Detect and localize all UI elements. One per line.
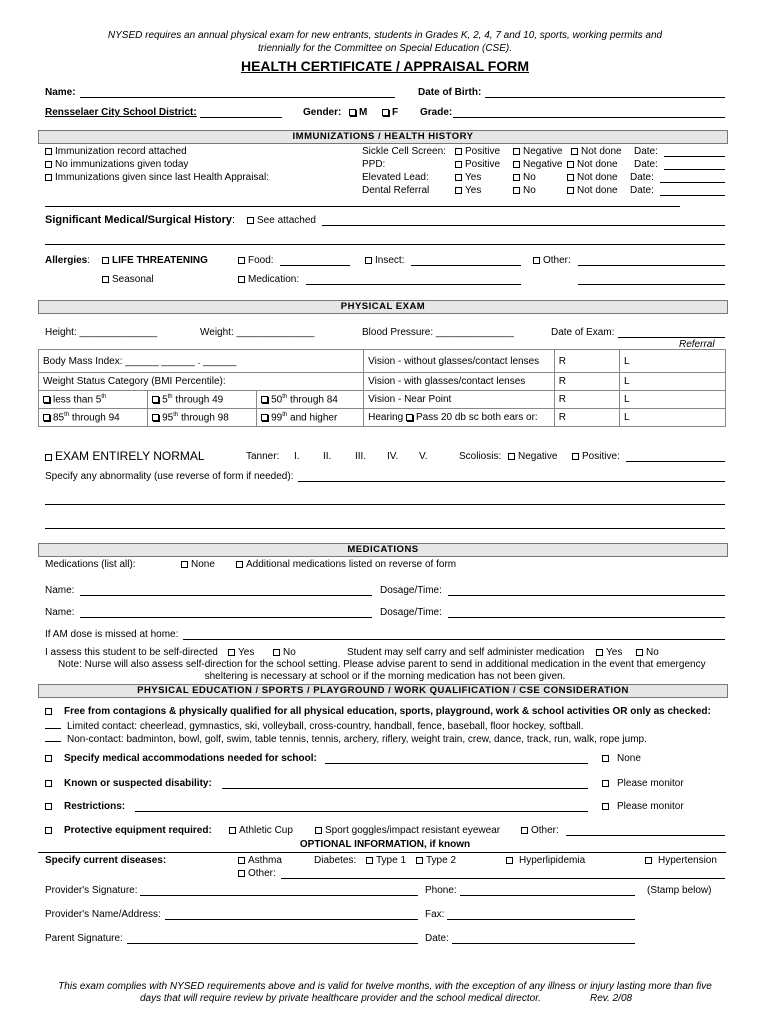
provider-signature-label: Provider's Signature: bbox=[45, 885, 138, 896]
checkbox-icon bbox=[508, 453, 515, 460]
checkbox-icon bbox=[365, 257, 372, 264]
checkbox-icon bbox=[349, 109, 356, 116]
med-dosage-label: Dosage/Time: bbox=[380, 585, 442, 596]
hearing-cell[interactable]: Hearing Pass 20 db sc both ears or: bbox=[364, 409, 555, 427]
optional-header: OPTIONAL INFORMATION, if known bbox=[299, 839, 471, 850]
test-label-sickle: Sickle Cell Screen: bbox=[362, 146, 446, 157]
test-opt-2[interactable]: No bbox=[513, 172, 536, 183]
immun-line[interactable] bbox=[45, 206, 680, 207]
disease-hypertension[interactable]: Hypertension bbox=[645, 855, 717, 866]
test-label-dental: Dental Referral bbox=[362, 185, 430, 196]
self-directed-yes[interactable]: Yes bbox=[228, 647, 254, 658]
fax-field[interactable] bbox=[447, 919, 635, 920]
checkbox-icon bbox=[455, 148, 462, 155]
grade-field[interactable] bbox=[453, 117, 725, 118]
parent-signature-label: Parent Signature: bbox=[45, 933, 123, 944]
phone-field[interactable] bbox=[460, 895, 635, 896]
scoliosis-positive[interactable]: Positive: bbox=[572, 451, 620, 462]
med-name-field[interactable] bbox=[80, 617, 372, 618]
am-dose-field[interactable] bbox=[183, 639, 725, 640]
disease-other-field[interactable] bbox=[281, 878, 725, 879]
protective-other-field[interactable] bbox=[566, 835, 725, 836]
meds-none[interactable]: None bbox=[181, 559, 215, 570]
self-carry-no[interactable]: No bbox=[636, 647, 659, 658]
history-field[interactable] bbox=[322, 225, 725, 226]
med-name-label: Name: bbox=[45, 607, 75, 618]
checkbox-icon bbox=[567, 187, 574, 194]
self-carry-yes[interactable]: Yes bbox=[596, 647, 622, 658]
checkbox-icon bbox=[247, 217, 254, 224]
test-opt-2[interactable]: Negative bbox=[513, 146, 562, 157]
accommodations-field[interactable] bbox=[325, 763, 588, 764]
tanner-4[interactable]: IV. bbox=[387, 451, 399, 462]
checkbox-icon bbox=[636, 649, 643, 656]
checkbox-icon bbox=[572, 453, 579, 460]
checkbox-icon bbox=[229, 827, 236, 834]
name-label: Name: bbox=[45, 87, 76, 98]
checkbox-icon bbox=[315, 827, 322, 834]
checkbox-icon bbox=[567, 174, 574, 181]
vision-r[interactable]: R bbox=[554, 391, 619, 409]
med-dosage-label: Dosage/Time: bbox=[380, 607, 442, 618]
physical-exam-table bbox=[38, 349, 726, 427]
self-directed-label: I assess this student to be self-directed bbox=[45, 647, 218, 658]
tanner-label: Tanner: bbox=[246, 451, 280, 462]
bp-field[interactable]: Blood Pressure: ______________ bbox=[362, 327, 514, 338]
med-name-label: Name: bbox=[45, 585, 75, 596]
see-attached[interactable]: See attached bbox=[247, 215, 316, 226]
test-opt-1[interactable]: Yes bbox=[455, 172, 481, 183]
diabetes-label: Diabetes: bbox=[314, 855, 357, 866]
physical-exam-header: PHYSICAL EXAM bbox=[38, 300, 728, 314]
checkbox-icon bbox=[261, 414, 268, 421]
meds-additional[interactable]: Additional medications listed on reverse of form bbox=[236, 559, 456, 570]
scoliosis-field[interactable] bbox=[626, 461, 725, 462]
weight-status-label: Weight Status Category (BMI Percentile): bbox=[39, 373, 364, 391]
checkbox-icon bbox=[455, 161, 462, 168]
fax-label: Fax: bbox=[425, 909, 445, 920]
pct-85-94[interactable]: 85th through 94 bbox=[39, 409, 148, 427]
checkbox-icon bbox=[45, 755, 52, 762]
height-field[interactable]: Height: ______________ bbox=[45, 327, 158, 338]
am-dose-label: If AM dose is missed at home: bbox=[45, 629, 179, 640]
restrictions[interactable]: Restrictions: bbox=[45, 801, 125, 812]
test-opt-1[interactable]: Yes bbox=[455, 185, 481, 196]
restrictions-monitor[interactable]: Please monitor bbox=[602, 801, 684, 812]
checkbox-icon bbox=[382, 109, 389, 116]
hearing-l[interactable]: L bbox=[619, 409, 725, 427]
form-title: HEALTH CERTIFICATE / APPRAISAL FORM bbox=[240, 58, 530, 74]
test-label-lead: Elevated Lead: bbox=[362, 172, 429, 183]
test-date-field[interactable] bbox=[660, 195, 725, 196]
checkbox-icon bbox=[238, 276, 245, 283]
checkbox-icon bbox=[43, 414, 50, 421]
vision-l[interactable]: L bbox=[619, 350, 725, 373]
vision-without-label: Vision - without glasses/contact lenses bbox=[364, 350, 555, 373]
parent-signature-field[interactable] bbox=[127, 943, 418, 944]
weight-field[interactable]: Weight: ______________ bbox=[200, 327, 315, 338]
gender-f[interactable]: F bbox=[382, 107, 398, 118]
allergy-medication[interactable]: Medication: bbox=[238, 274, 299, 285]
other-field-2[interactable] bbox=[578, 284, 725, 285]
footer-line-1: This exam complies with NYSED requirements above and is valid for twelve months, with the exception of any illness or injury lasting more than five bbox=[58, 981, 712, 992]
diabetes-type1[interactable]: Type 1 bbox=[366, 855, 406, 866]
med-dosage-field[interactable] bbox=[448, 617, 725, 618]
test-date-label: Date: bbox=[630, 185, 654, 196]
checkbox-icon bbox=[238, 257, 245, 264]
immun-item-3[interactable]: Immunizations given since last Health Appraisal: bbox=[45, 172, 269, 183]
food-field[interactable] bbox=[280, 265, 350, 266]
checkbox-icon bbox=[366, 857, 373, 864]
restrictions-field[interactable] bbox=[135, 811, 588, 812]
checkbox-icon bbox=[567, 161, 574, 168]
abnormality-field-2[interactable] bbox=[45, 504, 725, 505]
checkbox-icon bbox=[45, 174, 52, 181]
test-opt-2[interactable]: No bbox=[513, 185, 536, 196]
checkbox-icon bbox=[416, 857, 423, 864]
phone-label: Phone: bbox=[425, 885, 457, 896]
scoliosis-label: Scoliosis: bbox=[459, 451, 502, 462]
checkbox-icon bbox=[571, 148, 578, 155]
test-opt-1[interactable]: Positive bbox=[455, 159, 500, 170]
test-opt-3[interactable]: Not done bbox=[571, 146, 622, 157]
revision-label: Rev. 2/08 bbox=[590, 993, 633, 1004]
pct-95-98[interactable]: 95th through 98 bbox=[148, 409, 257, 427]
vision-near-label: Vision - Near Point bbox=[364, 391, 555, 409]
checkbox-icon bbox=[406, 414, 413, 421]
dob-field[interactable] bbox=[485, 97, 725, 98]
exam-date-label: Date of Exam: bbox=[551, 327, 615, 338]
med-dosage-field[interactable] bbox=[448, 595, 725, 596]
disability[interactable]: Known or suspected disability: bbox=[45, 778, 212, 789]
bmi-field[interactable]: Body Mass Index: ______ ______ . ______ bbox=[39, 350, 364, 373]
insect-field[interactable] bbox=[411, 265, 521, 266]
allergy-seasonal[interactable]: Seasonal bbox=[102, 274, 154, 285]
hearing-r[interactable]: R bbox=[554, 409, 619, 427]
test-date-field[interactable] bbox=[664, 156, 725, 157]
gender-label: Gender: bbox=[303, 107, 342, 118]
immun-item-1[interactable]: Immunization record attached bbox=[45, 146, 187, 157]
immunizations-header: IMMUNIZATIONS / HEALTH HISTORY bbox=[38, 130, 728, 144]
sign-date-field[interactable] bbox=[452, 943, 635, 944]
accommodations-none[interactable]: None bbox=[602, 753, 641, 764]
checkbox-icon bbox=[596, 649, 603, 656]
medications-header: MEDICATIONS bbox=[38, 543, 728, 557]
dob-label: Date of Birth: bbox=[418, 87, 482, 98]
medication-allergy-field[interactable] bbox=[306, 284, 521, 285]
footer-line-2: days that will require review by private healthcare provider and the school medical director. bbox=[140, 993, 541, 1004]
referral-label: Referral bbox=[679, 339, 715, 350]
checkbox-icon bbox=[513, 174, 520, 181]
tanner-5[interactable]: V. bbox=[419, 451, 428, 462]
test-date-label: Date: bbox=[634, 146, 658, 157]
checkbox-icon bbox=[533, 257, 540, 264]
test-date-label: Date: bbox=[634, 159, 658, 170]
note-line-2: sheltering is necessary at school or if the morning medication has not been given. bbox=[204, 671, 566, 682]
checkbox-icon bbox=[43, 396, 50, 403]
test-date-label: Date: bbox=[630, 172, 654, 183]
tanner-2[interactable]: II. bbox=[323, 451, 332, 462]
checkbox-icon bbox=[102, 257, 109, 264]
allergy-insect[interactable]: Insect: bbox=[365, 255, 404, 266]
allergy-other[interactable]: Other: bbox=[533, 255, 571, 266]
checkbox-icon bbox=[238, 857, 245, 864]
abnormality-field-3[interactable] bbox=[45, 528, 725, 529]
allergies-label: Allergies: bbox=[45, 255, 91, 266]
exam-normal[interactable]: EXAM ENTIRELY NORMAL bbox=[45, 449, 205, 463]
diabetes-type2[interactable]: Type 2 bbox=[416, 855, 456, 866]
checkbox-icon bbox=[238, 870, 245, 877]
pct-50-84[interactable]: 50th through 84 bbox=[257, 391, 364, 409]
checkbox-icon bbox=[513, 161, 520, 168]
checkbox-icon bbox=[455, 187, 462, 194]
life-threatening[interactable]: LIFE THREATENING bbox=[102, 255, 208, 266]
test-opt-3[interactable]: Not done bbox=[567, 172, 618, 183]
checkbox-icon bbox=[152, 396, 159, 403]
history-row: Significant Medical/Surgical History: bbox=[45, 214, 236, 226]
tanner-3[interactable]: III. bbox=[355, 451, 367, 462]
checkbox-icon bbox=[273, 649, 280, 656]
checkbox-icon bbox=[45, 827, 52, 834]
name-field[interactable] bbox=[80, 97, 395, 98]
checkbox-icon bbox=[228, 649, 235, 656]
tanner-1[interactable]: I. bbox=[294, 451, 300, 462]
history-field-2[interactable] bbox=[45, 244, 725, 245]
non-contact[interactable]: Non-contact: badminton, bowl, golf, swim, table tennis, tennis, archery, riflery, weight train, crew, dance, track, run, walk, rope jump. bbox=[45, 734, 647, 745]
vision-r[interactable]: R bbox=[554, 350, 619, 373]
test-opt-2[interactable]: Negative bbox=[513, 159, 562, 170]
checkbox-icon bbox=[45, 708, 52, 715]
checkbox-icon bbox=[181, 561, 188, 568]
scoliosis-negative[interactable]: Negative bbox=[508, 451, 557, 462]
checkbox-icon bbox=[602, 803, 609, 810]
test-opt-3[interactable]: Not done bbox=[567, 185, 618, 196]
sign-date-label: Date: bbox=[425, 933, 449, 944]
accommodations[interactable]: Specify medical accommodations needed for school: bbox=[45, 753, 317, 764]
vision-with-label: Vision - with glasses/contact lenses bbox=[364, 373, 555, 391]
checkbox-icon bbox=[521, 827, 528, 834]
district-line bbox=[200, 117, 282, 118]
allergy-food[interactable]: Food: bbox=[238, 255, 274, 266]
abnormality-label: Specify any abnormality (use reverse of form if needed): bbox=[45, 471, 294, 482]
pe-header: PHYSICAL EDUCATION / SPORTS / PLAYGROUND / WORK QUALIFICATION / CSE CONSIDERATION bbox=[38, 684, 728, 698]
free-contagion[interactable]: Free from contagions & physically qualified for all physical education, sports, playground, work & school activities OR only as checked: bbox=[45, 706, 711, 717]
checkbox-icon bbox=[455, 174, 462, 181]
disability-monitor[interactable]: Please monitor bbox=[602, 778, 684, 789]
abnormality-field[interactable] bbox=[298, 481, 725, 482]
disease-other[interactable]: Other: bbox=[238, 868, 276, 879]
test-opt-3[interactable]: Not done bbox=[567, 159, 618, 170]
note-line-1: Note: Nurse will also assess self-direction for the school setting. Please advise parent to send in additional medication in the event that emergency bbox=[58, 659, 706, 670]
grade-label: Grade: bbox=[420, 107, 453, 118]
checkbox-icon bbox=[45, 161, 52, 168]
vision-r[interactable]: R bbox=[554, 373, 619, 391]
pct-5-49[interactable]: 5th through 49 bbox=[148, 391, 257, 409]
checkbox-icon bbox=[513, 148, 520, 155]
test-label-ppd: PPD: bbox=[362, 159, 386, 170]
stamp-label: (Stamp below) bbox=[647, 885, 712, 896]
self-directed-no[interactable]: No bbox=[273, 647, 296, 658]
header-line-1: NYSED requires an annual physical exam for new entrants, students in Grades K, 2, 4, 7 and 10, sports, working permits and bbox=[107, 30, 663, 41]
checkbox-icon bbox=[261, 396, 268, 403]
checkbox-icon bbox=[102, 276, 109, 283]
exam-date-field[interactable] bbox=[618, 337, 725, 338]
header-line-2: triennially for the Committee on Special Education (CSE). bbox=[257, 43, 512, 54]
checkbox-icon bbox=[152, 414, 159, 421]
test-date-field[interactable] bbox=[664, 169, 725, 170]
checkbox-icon bbox=[45, 148, 52, 155]
self-carry-label: Student may self carry and self administer medication bbox=[347, 647, 585, 658]
protective-other[interactable]: Other: bbox=[521, 825, 559, 836]
immun-item-2[interactable]: No immunizations given today bbox=[45, 159, 188, 170]
athletic-cup[interactable]: Athletic Cup bbox=[229, 825, 293, 836]
checkbox-icon bbox=[602, 755, 609, 762]
limited-contact[interactable]: Limited contact: cheerlead, gymnastics, ski, volleyball, cross-country, handball, fence, baseball, floor hockey, softball. bbox=[45, 721, 584, 732]
disability-field[interactable] bbox=[222, 788, 588, 789]
test-opt-1[interactable]: Positive bbox=[455, 146, 500, 157]
sport-goggles[interactable]: Sport goggles/impact resistant eyewear bbox=[315, 825, 500, 836]
checkbox-icon bbox=[45, 454, 52, 461]
diseases-label: Specify current diseases: bbox=[45, 855, 167, 866]
provider-name-field[interactable] bbox=[165, 919, 418, 920]
optional-divider bbox=[38, 852, 726, 853]
provider-name-label: Provider's Name/Address: bbox=[45, 909, 161, 920]
other-field[interactable] bbox=[578, 265, 725, 266]
vision-l[interactable]: L bbox=[619, 373, 725, 391]
checkbox-icon bbox=[236, 561, 243, 568]
disease-hyperlipidemia[interactable]: Hyperlipidemia bbox=[506, 855, 585, 866]
vision-l[interactable]: L bbox=[619, 391, 725, 409]
checkbox-icon bbox=[645, 857, 652, 864]
checkbox-icon bbox=[602, 780, 609, 787]
disease-asthma[interactable]: Asthma bbox=[238, 855, 282, 866]
protective-equipment[interactable]: Protective equipment required: bbox=[45, 825, 212, 836]
provider-signature-field[interactable] bbox=[140, 895, 418, 896]
checkbox-icon bbox=[45, 780, 52, 787]
checkbox-icon bbox=[513, 187, 520, 194]
checkbox-icon bbox=[506, 857, 513, 864]
med-name-field[interactable] bbox=[80, 595, 372, 596]
test-date-field[interactable] bbox=[660, 182, 725, 183]
gender-m[interactable]: M bbox=[349, 107, 367, 118]
meds-list-label: Medications (list all): bbox=[45, 559, 136, 570]
checkbox-icon bbox=[45, 803, 52, 810]
pct-99[interactable]: 99th and higher bbox=[257, 409, 364, 427]
district-label: Rensselaer City School District: bbox=[45, 107, 197, 118]
pct-lt5[interactable]: less than 5th bbox=[39, 391, 148, 409]
